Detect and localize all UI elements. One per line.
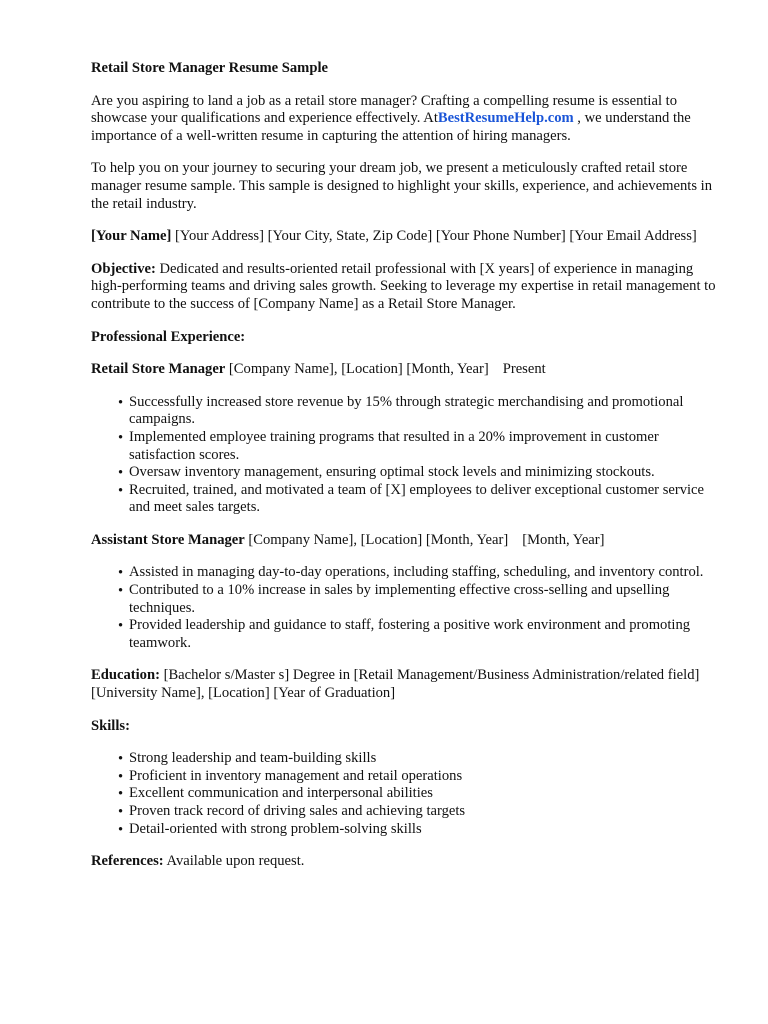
list-item: • Implemented employee training programs that resulted in a 20% improvement in customer satisfaction scores. [118, 429, 723, 464]
job-bullet-list [91, 564, 723, 652]
list-item: • Excellent communication and interpersonal abilities [118, 785, 723, 803]
list-item: • Strong leadership and team-building skills [118, 750, 723, 768]
skills-heading: Skills: [91, 717, 130, 734]
objective-label: Objective: [91, 260, 156, 277]
list-item: • Detail-oriented with strong problem-solving skills [118, 821, 723, 839]
contact-details: [Your Address] [Your City, State, Zip Code] [Your Phone Number] [Your Email Address] [171, 228, 697, 245]
references-section [91, 853, 723, 871]
list-item: • Contributed to a 10% increase in sales by implementing effective cross-selling and upselling techniques. [118, 582, 723, 617]
intro-text: Are you aspiring to land a job as a retail store manager? Crafting a compelling resume is essential to showcase your qualifications and experience effectively. At [91, 92, 678, 127]
job-header [91, 361, 723, 379]
website-link[interactable]: BestResumeHelp.com [437, 110, 574, 127]
job-details: [Company Name], [Location] [Month, Year] [225, 361, 489, 378]
education-label: Education: [91, 667, 160, 684]
job-header [91, 532, 723, 550]
job-title: Retail Store Manager [91, 361, 226, 378]
list-item: • Proven track record of driving sales and achieving targets [118, 803, 723, 821]
intro-paragraph [91, 93, 723, 146]
list-item: • Successfully increased store revenue by 15% through strategic merchandising and promotional campaigns. [118, 394, 723, 429]
experience-heading: Professional Experience: [91, 328, 246, 345]
objective-section [91, 261, 723, 314]
resume-document [91, 60, 723, 886]
education-text: [Bachelor s/Master s] Degree in [Retail Management/Business Administration/related field] [University Name], [Location] [Year of Graduation] [91, 667, 700, 702]
job-bullet-list [91, 394, 723, 517]
job-end-date: [Month, Year] [522, 531, 605, 548]
list-item: • Assisted in managing day-to-day operations, including staffing, scheduling, and inventory control. [118, 564, 723, 582]
education-section [91, 667, 723, 702]
references-text: Available upon request. [163, 853, 305, 870]
objective-text: Dedicated and results-oriented retail professional with [X years] of experience in managing high-performing teams and driving sales growth. Seeking to leverage my expertise in retail management to contribute to the success of [Company Name] as a Retail Store Manager. [91, 260, 716, 312]
references-label: References: [91, 853, 164, 870]
contact-name: [Your Name] [91, 228, 172, 245]
list-item: • Provided leadership and guidance to staff, fostering a positive work environment and promoting teamwork. [118, 617, 723, 652]
job-details: [Company Name], [Location] [Month, Year] [244, 531, 509, 548]
job-end-date: Present [502, 361, 546, 378]
page-title: Retail Store Manager Resume Sample [91, 60, 328, 76]
list-item: • Recruited, trained, and motivated a team of [X] employees to deliver exceptional customer service and meet sales targets. [118, 482, 723, 517]
job-title: Assistant Store Manager [91, 531, 245, 548]
intro-text-continued: , we understand the importance of a well-written resume in capturing the attention of hiring managers. [91, 110, 691, 144]
list-item: • Oversaw inventory management, ensuring optimal stock levels and minimizing stockouts. [118, 464, 723, 482]
intro-paragraph-2: To help you on your journey to securing your dream job, we present a meticulously crafted retail store manager resume sample. This sample is designed to highlight your skills, experience, and achievements in the retail industry. [91, 160, 713, 212]
contact-info [91, 228, 723, 246]
list-item: • Proficient in inventory management and retail operations [118, 768, 723, 786]
skills-list [91, 750, 723, 838]
